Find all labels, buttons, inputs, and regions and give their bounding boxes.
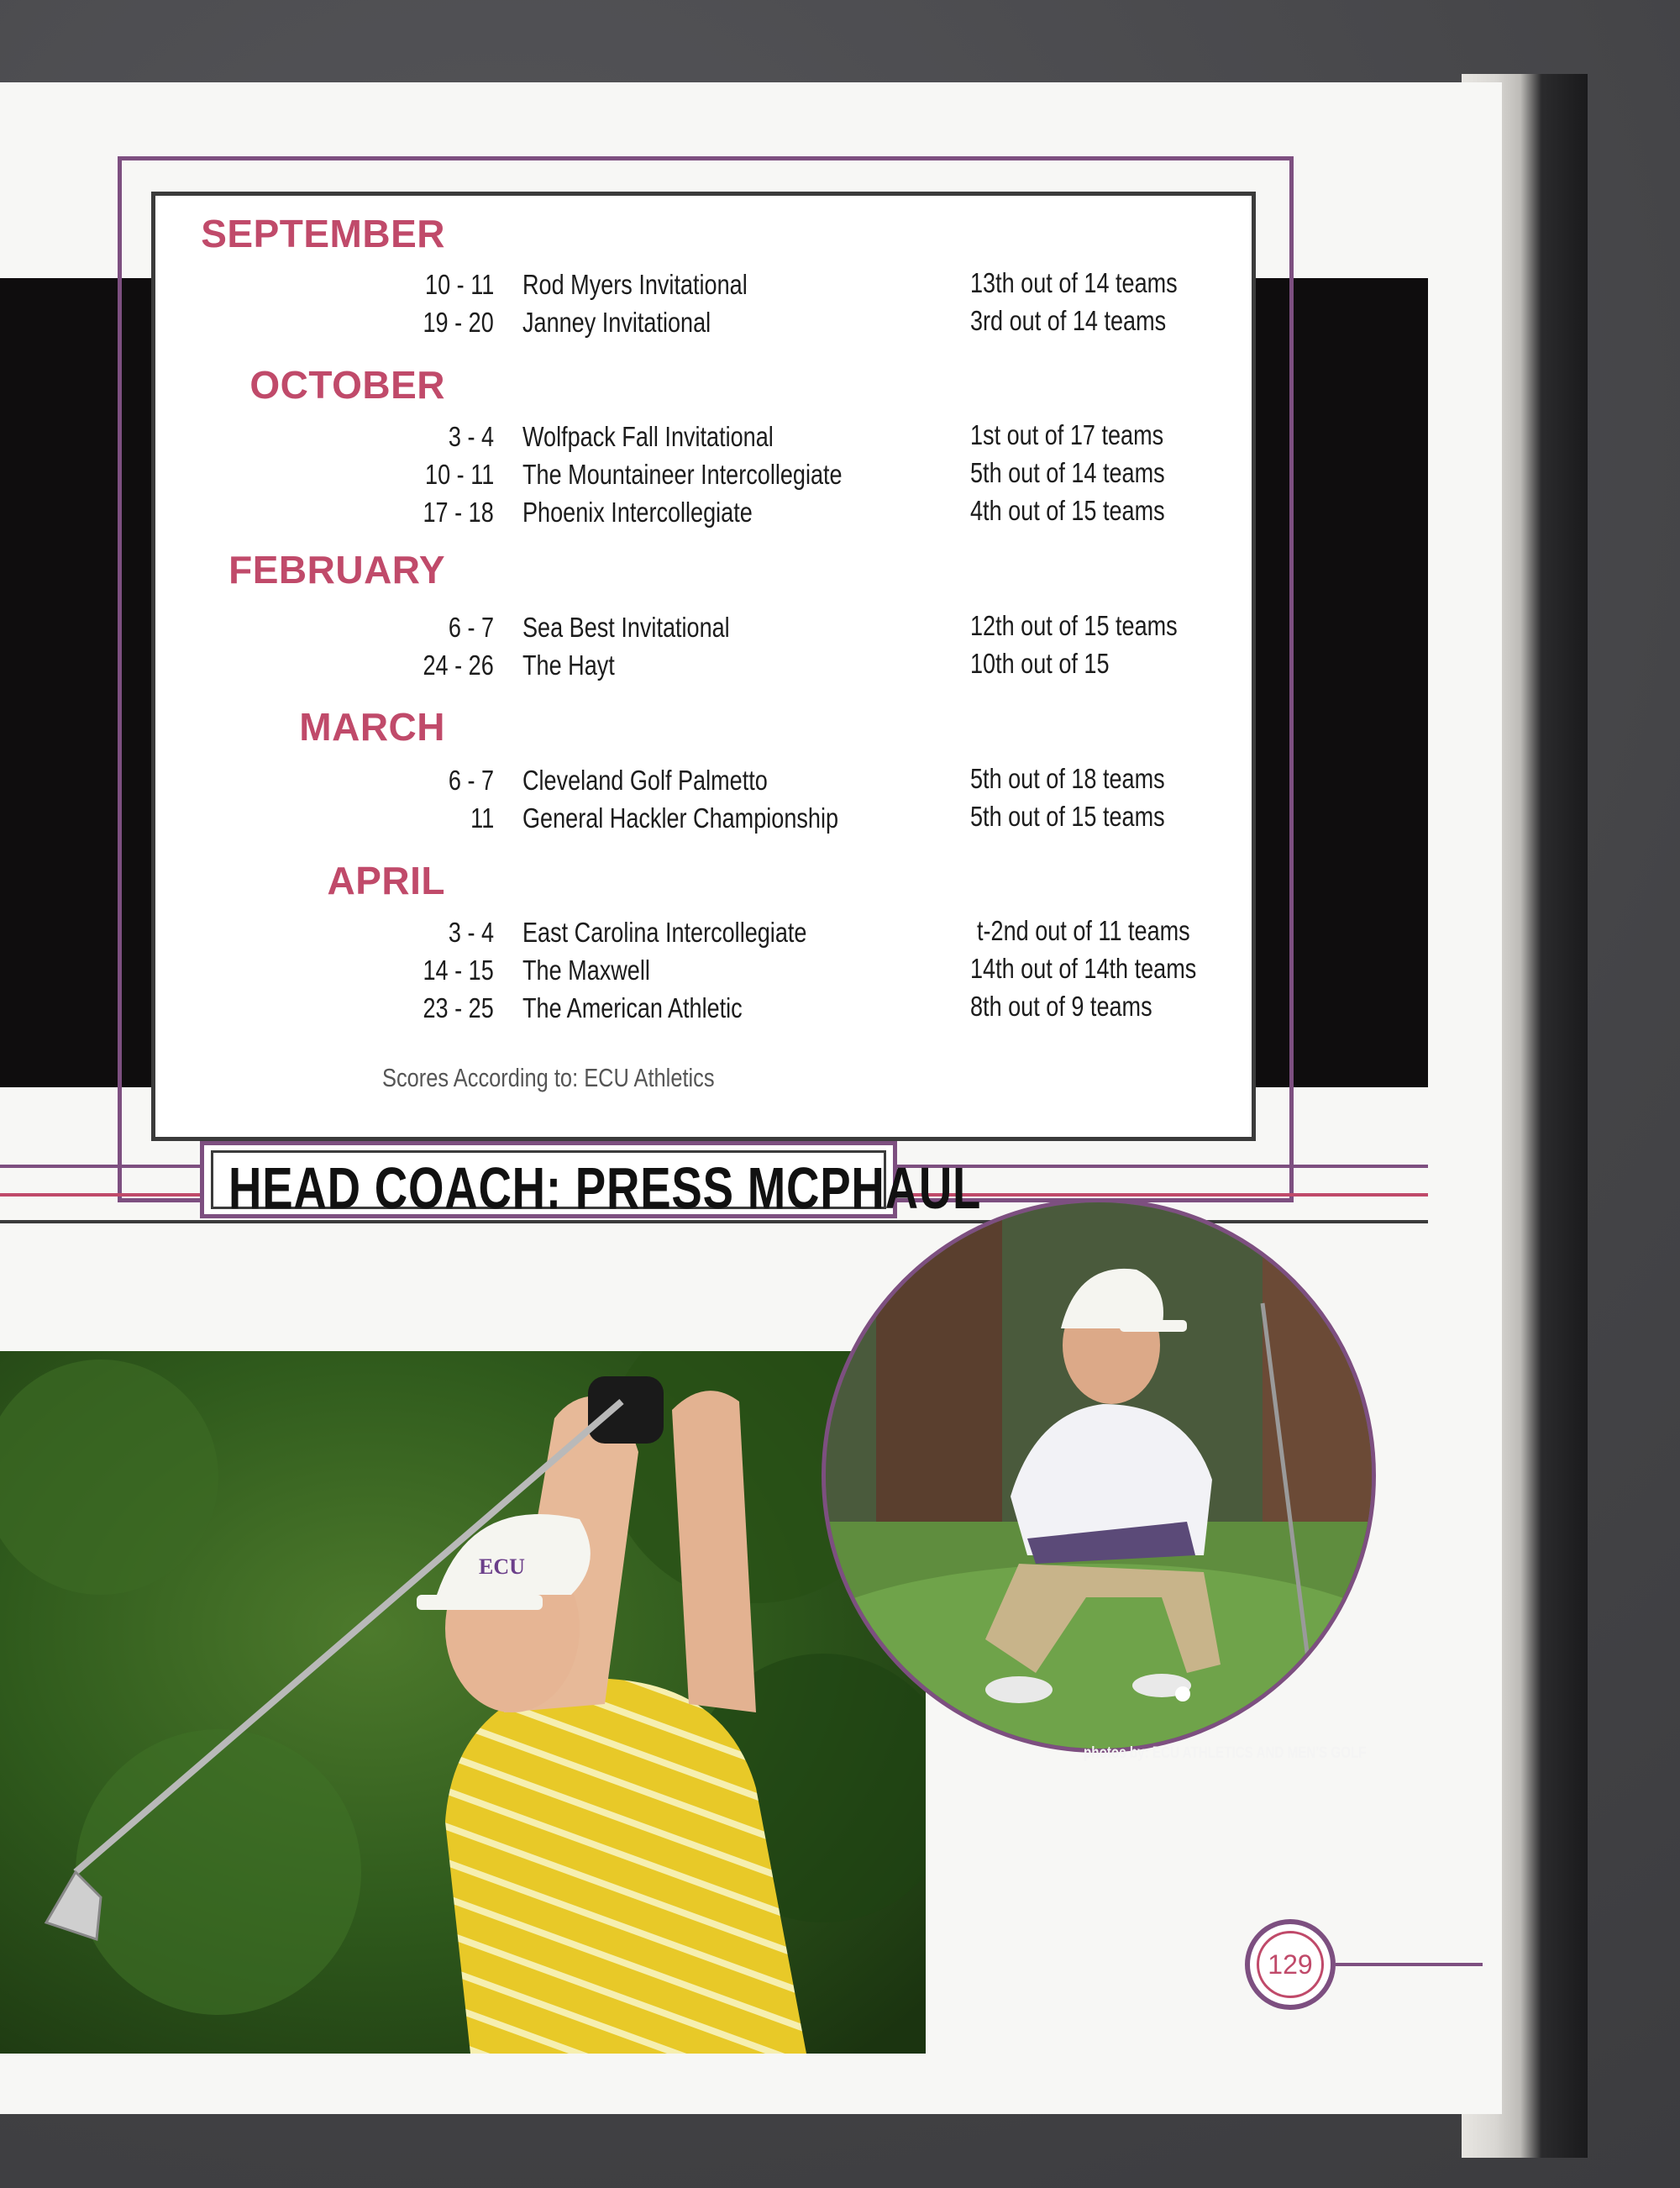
event-result: 10th out of 15 bbox=[970, 648, 1110, 679]
event-result: 13th out of 14 teams bbox=[970, 267, 1178, 298]
photo-credit: photos by: ECU ATHLETICS AND MEN'S GOLF bbox=[1084, 1744, 1367, 1762]
month-heading: APRIL bbox=[327, 859, 445, 902]
yearbook-page bbox=[0, 82, 1502, 2114]
event-date: 11 bbox=[470, 802, 494, 834]
event-name: The Mountaineer Intercollegiate bbox=[522, 459, 843, 490]
month-heading: FEBRUARY bbox=[228, 548, 445, 592]
event-date: 24 - 26 bbox=[423, 650, 494, 681]
event-date: 6 - 7 bbox=[448, 612, 494, 643]
event-result: 5th out of 14 teams bbox=[970, 457, 1165, 488]
month-heading: OCTOBER bbox=[249, 363, 445, 407]
cap-logo: ECU bbox=[479, 1554, 525, 1579]
event-result: 1st out of 17 teams bbox=[970, 419, 1164, 450]
page-number-badge bbox=[1245, 1919, 1336, 2010]
event-result: 14th out of 14th teams bbox=[970, 953, 1197, 984]
event-name: Janney Invitational bbox=[522, 307, 711, 338]
golfer-swing-illustration bbox=[0, 1351, 926, 2054]
event-name: Cleveland Golf Palmetto bbox=[522, 765, 768, 796]
event-result: t-2nd out of 11 teams bbox=[977, 915, 1190, 946]
event-name: The Hayt bbox=[522, 650, 615, 681]
event-name: General Hackler Championship bbox=[522, 802, 839, 834]
event-date: 10 - 11 bbox=[424, 459, 494, 490]
month-heading: SEPTEMBER bbox=[201, 212, 445, 255]
golfer-putt-photo bbox=[822, 1198, 1376, 1753]
event-date: 14 - 15 bbox=[423, 955, 494, 986]
page-number: 129 bbox=[1257, 1931, 1324, 1998]
event-result: 3rd out of 14 teams bbox=[970, 305, 1167, 336]
scores-source-note: Scores According to: ECU Athletics bbox=[382, 1063, 715, 1092]
head-coach-title: HEAD COACH: PRESS MCPHAUL bbox=[228, 1155, 982, 1221]
event-name: Sea Best Invitational bbox=[522, 612, 730, 643]
event-result: 4th out of 15 teams bbox=[970, 495, 1165, 526]
event-name: East Carolina Intercollegiate bbox=[522, 917, 807, 948]
event-date: 19 - 20 bbox=[423, 307, 494, 338]
event-name: Phoenix Intercollegiate bbox=[522, 497, 753, 528]
event-date: 6 - 7 bbox=[448, 765, 494, 796]
event-date: 3 - 4 bbox=[448, 917, 494, 948]
event-date: 23 - 25 bbox=[423, 992, 494, 1023]
event-name: The Maxwell bbox=[522, 955, 650, 986]
event-result: 12th out of 15 teams bbox=[970, 610, 1178, 641]
page-number-line bbox=[1336, 1963, 1483, 1966]
event-result: 8th out of 9 teams bbox=[970, 991, 1152, 1022]
golfer-putt-illustration bbox=[826, 1202, 1372, 1749]
event-name: Wolfpack Fall Invitational bbox=[522, 421, 774, 452]
head-coach-banner bbox=[200, 1141, 982, 1221]
event-date: 3 - 4 bbox=[448, 421, 494, 452]
head-coach-banner-inner bbox=[211, 1150, 982, 1221]
golfer-swing-photo bbox=[0, 1351, 926, 2054]
event-result: 5th out of 18 teams bbox=[970, 763, 1165, 794]
event-name: The American Athletic bbox=[522, 992, 743, 1023]
event-date: 17 - 18 bbox=[423, 497, 494, 528]
event-name: Rod Myers Invitational bbox=[522, 269, 748, 300]
event-date: 10 - 11 bbox=[424, 269, 494, 300]
month-heading: MARCH bbox=[299, 705, 445, 749]
event-result: 5th out of 15 teams bbox=[970, 801, 1165, 832]
